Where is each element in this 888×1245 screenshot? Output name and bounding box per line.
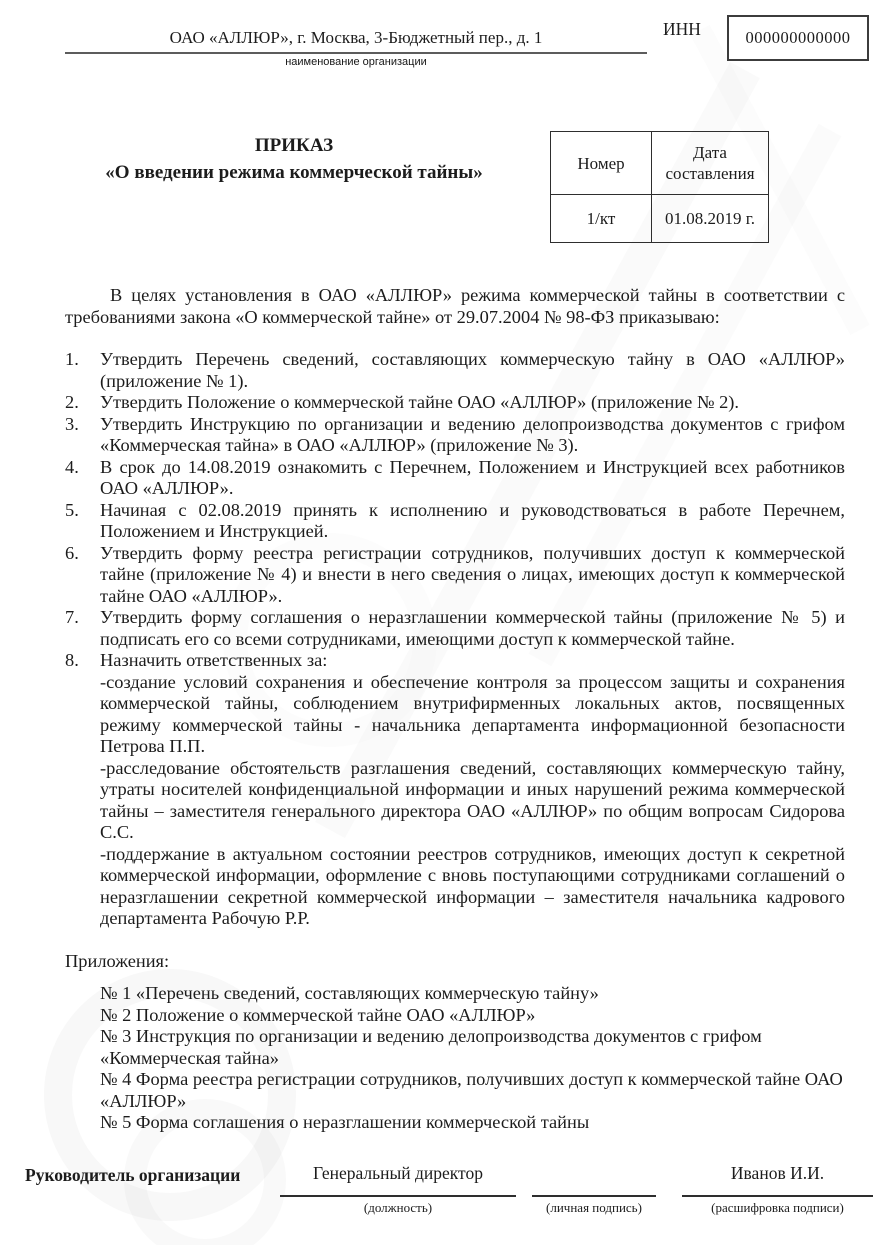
signature-column <box>532 1163 656 1216</box>
number-date-table <box>550 131 769 243</box>
intro-paragraph: В целях установления в ОАО «АЛЛЮР» режима коммерческой тайны в соответствии с требованиями закона «О коммерческой тайне» от 29.07.2004 № 98-ФЗ приказываю: <box>65 285 845 327</box>
signature-block <box>0 1163 888 1238</box>
name-line <box>682 1163 873 1197</box>
item-text: Начиная с 02.08.2019 принять к исполнению и руководствоваться в работе Перечнем, Положением и Инструкцией. <box>100 499 845 541</box>
date-value-cell: 01.08.2019 г. <box>652 195 769 243</box>
list-item-4 <box>65 457 845 500</box>
organization-name-line: ОАО «АЛЛЮР», г. Москва, 3-Бюджетный пер., д. 1 <box>65 28 647 54</box>
item-subparagraph-1: -создание условий сохранения и обеспечение контроля за процессом защиты и сохранения коммерческой тайны, соблюдением внутрифирменных локальных актов, посвященных режиму коммерческой тайны - начальника департамента информационной безопасности Петрова П.П. <box>100 671 845 756</box>
item-number: 6. <box>65 542 79 563</box>
number-header-cell: Номер <box>551 132 652 195</box>
item-number: 1. <box>65 349 79 369</box>
order-title: ПРИКАЗ <box>254 135 334 156</box>
order-title-block <box>65 132 523 186</box>
item-number: 5. <box>65 499 79 520</box>
item-subparagraph-3: -поддержание в актуальном состоянии реестров сотрудников, имеющих доступ к секретной коммерческой информации, оформление с вновь поступающими сотрудниками соглашений о неразглашении секретной коммерческой информации – заместителя начальника кадрового департамента Рабочую Р.Р. <box>100 843 845 928</box>
inn-box <box>727 15 869 61</box>
date-header-cell: Дата составления <box>652 132 769 195</box>
list-item-2 <box>65 392 845 414</box>
attachments-list <box>100 983 845 1134</box>
attachment-item-4: № 4 Форма реестра регистрации сотрудников, получивших доступ к коммерческой тайне ОАО «АЛЛЮР» <box>100 1069 843 1111</box>
list-item-3 <box>65 414 845 457</box>
name-value: Иванов И.И. <box>730 1163 825 1183</box>
position-value: Генеральный директор <box>313 1163 483 1183</box>
attachment-item-5: № 5 Форма соглашения о неразглашении коммерческой тайны <box>100 1112 590 1132</box>
number-value-cell: 1/кт <box>551 195 652 243</box>
organization-header <box>65 28 647 68</box>
item-number: 7. <box>65 607 79 627</box>
item-number: 3. <box>65 413 79 434</box>
name-column <box>682 1163 873 1216</box>
organization-name-caption: наименование организации <box>285 56 427 68</box>
order-body <box>65 285 845 1134</box>
order-list <box>65 349 845 930</box>
item-number: 8. <box>65 650 79 670</box>
position-caption: (должность) <box>363 1200 433 1215</box>
attachment-item-2: № 2 Положение о коммерческой тайне ОАО «АЛЛЮР» <box>100 1004 536 1025</box>
attachments-heading: Приложения: <box>65 950 170 971</box>
item-subparagraph-2: -расследование обстоятельств разглашения сведений, составляющих коммерческую тайну, утраты носителей конфиденциальной информации и иных нарушений режима коммерческой тайны – заместителя генерального директора ОАО «АЛЛЮР» по общим вопросам Сидорова С.С. <box>100 757 845 842</box>
item-text: Утвердить Положение о коммерческой тайне ОАО «АЛЛЮР» (приложение № 2). <box>100 392 739 412</box>
item-text: Утвердить форму реестра регистрации сотрудников, получивших доступ к коммерческой тайне (приложение № 4) и внести в него сведения о лицах, имеющих доступ к коммерческой тайне ОАО «АЛЛЮР». <box>100 542 845 606</box>
attachment-item-1: № 1 «Перечень сведений, составляющих коммерческую тайну» <box>100 983 599 1003</box>
item-number: 2. <box>65 392 79 412</box>
list-item-7 <box>65 607 845 650</box>
signature-caption: (личная подпись) <box>546 1200 642 1215</box>
name-caption: (расшифровка подписи) <box>711 1200 844 1215</box>
item-number: 4. <box>65 456 79 477</box>
position-line <box>280 1163 516 1197</box>
item-text: Утвердить Инструкцию по организации и ведению делопроизводства документов с грифом «Коммерческая тайна» в ОАО «АЛЛЮР» (приложение № 3). <box>100 413 845 455</box>
list-item-8 <box>65 650 845 930</box>
list-item-5 <box>65 500 845 543</box>
list-item-6 <box>65 543 845 608</box>
item-text: Утвердить Перечень сведений, составляющих коммерческую тайну в ОАО «АЛЛЮР» (приложение № 1). <box>100 349 845 391</box>
inn-label: ИНН <box>663 19 701 39</box>
attachment-item-3: № 3 Инструкция по организации и ведению делопроизводства документов с грифом «Коммерческая тайна» <box>100 1026 762 1068</box>
signature-line <box>532 1163 656 1197</box>
item-text: Утвердить форму соглашения о неразглашении коммерческой тайны (приложение № 5) и подписать его со всеми сотрудниками, имеющими доступ к коммерческой тайне. <box>100 607 845 649</box>
order-subtitle: «О введении режима коммерческой тайны» <box>105 162 483 183</box>
inn-value: 000000000000 <box>745 28 851 47</box>
position-column <box>280 1163 516 1216</box>
list-item-1 <box>65 349 845 392</box>
item-text: Назначить ответственных за: <box>100 650 328 670</box>
item-text: В срок до 14.08.2019 ознакомить с Перечнем, Положением и Инструкцией всех работников ОАО «АЛЛЮР». <box>100 456 845 498</box>
head-of-org-label: Руководитель организации <box>25 1165 241 1185</box>
